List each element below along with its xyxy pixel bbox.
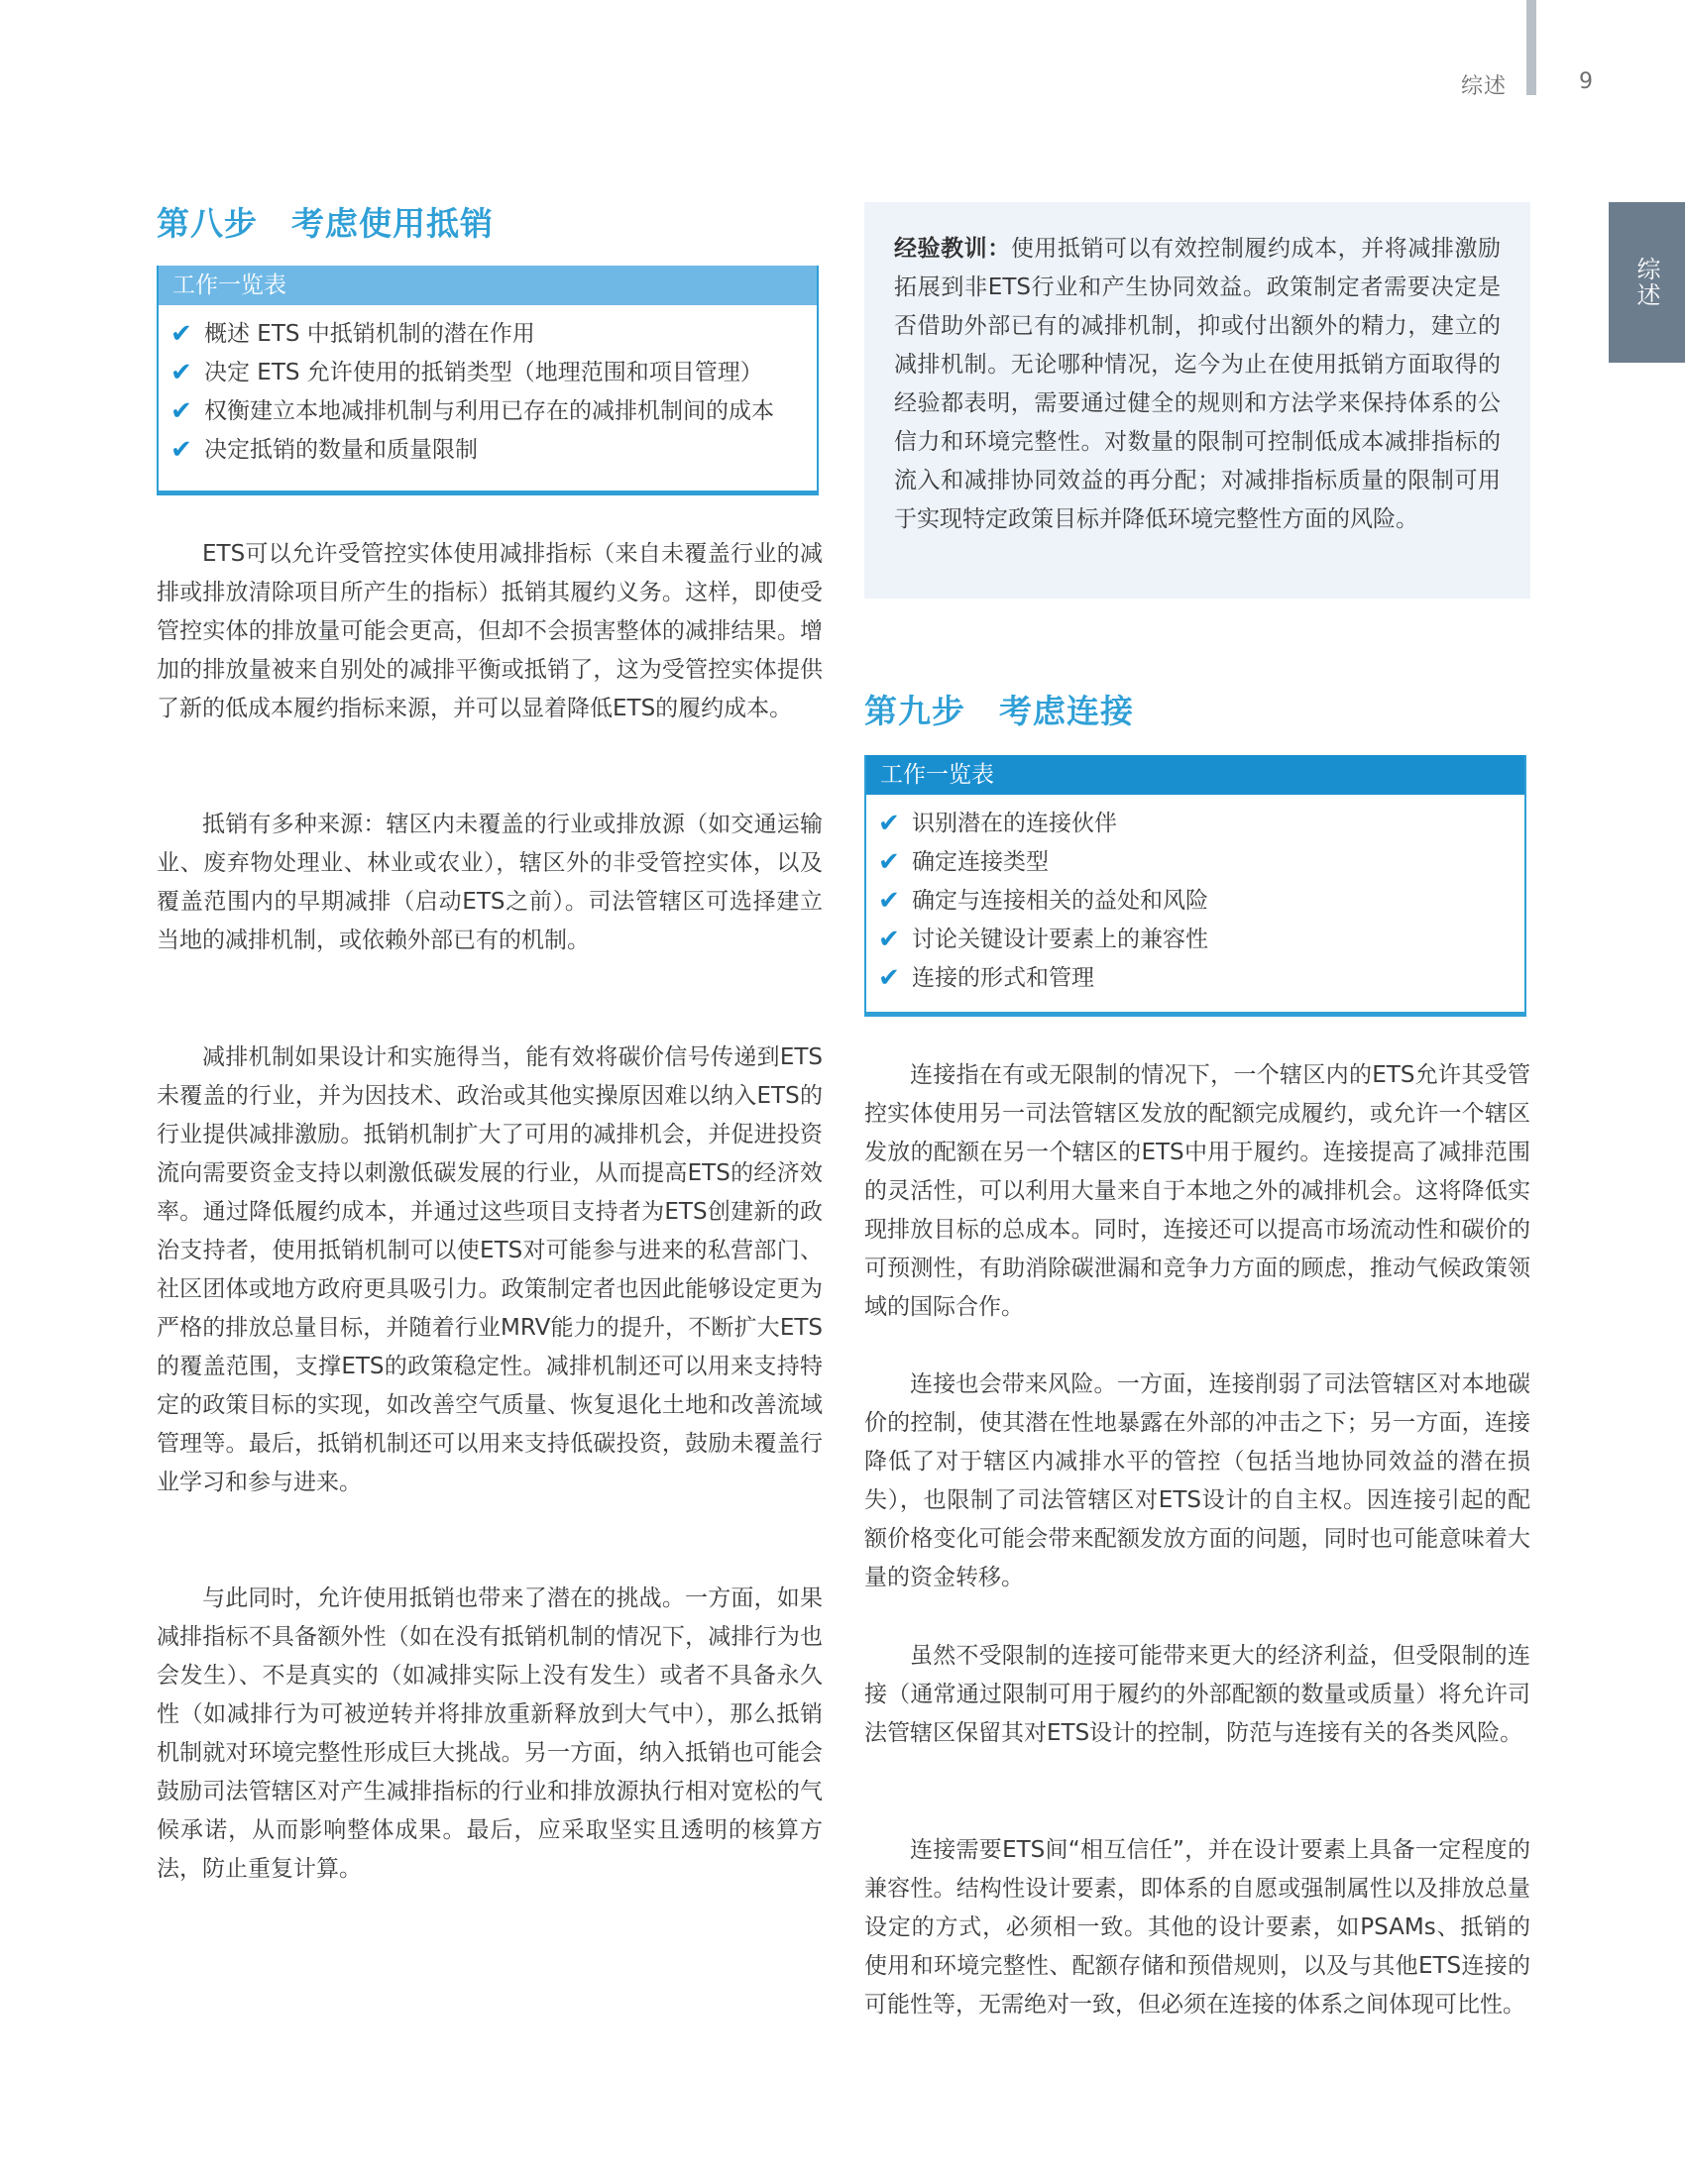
page-header bbox=[1388, 61, 1685, 101]
step9-checklist-title: 工作一览表 bbox=[866, 755, 1524, 795]
step8-checklist bbox=[157, 266, 819, 495]
step9-paragraph-3: 虽然不受限制的连接可能带来更大的经济利益，但受限制的连接（通常通过限制可用于履约的外部配额的数量或质量）将允许司法管辖区保留其对ETS设计的控制，防范与连接有关的各类风险。 bbox=[864, 1643, 1530, 1746]
checklist-item: ✔ 权衡建立本地减排机制与利用已存在的减排机制间的成本 bbox=[170, 392, 805, 431]
step9-paragraph-2: 连接也会带来风险。一方面，连接削弱了司法管辖区对本地碳价的控制，使其潜在性地暴露在外部的冲击之下；另一方面，连接降低了对于辖区内减排水平的管控（包括当地协同效益的潜在损失），也限制了司法管辖区对ETS设计的自主权。因连接引起的配额价格变化可能会带来配额发放方面的问题，同时也可能意味着大量的资金转移。 bbox=[864, 1371, 1530, 1590]
lessons-label: 经验教训： bbox=[894, 236, 1011, 262]
checklist-item: ✔ 决定抵销的数量和质量限制 bbox=[170, 431, 805, 470]
step9-checklist bbox=[864, 755, 1526, 1017]
checklist-item: ✔ 确定与连接相关的益处和风险 bbox=[878, 882, 1513, 921]
checklist-item: ✔ 概述 ETS 中抵销机制的潜在作用 bbox=[170, 315, 805, 354]
check-icon: ✔ bbox=[878, 847, 900, 877]
step8-paragraph-1: ETS可以允许受管控实体使用减排指标（来自未覆盖行业的减排或排放清除项目所产生的指标）抵销其履约义务。这样，即使受管控实体的排放量可能会更高，但却不会损害整体的减排结果。增加的排放量被来自别处的减排平衡或抵销了，这为受管控实体提供了新的低成本履约指标来源，并可以显着降低ETS的履约成本。 bbox=[157, 541, 823, 721]
side-tab-label: 综述 bbox=[1632, 257, 1660, 308]
check-icon: ✔ bbox=[878, 886, 900, 916]
page-number: 9 bbox=[1579, 69, 1593, 94]
step8-paragraph-4: 与此同时，允许使用抵销也带来了潜在的挑战。一方面，如果减排指标不具备额外性（如在没有抵销机制的情况下，减排行为也会发生）、不是真实的（如减排实际上没有发生）或者不具备永久性（如减排行为可被逆转并将排放重新释放到大气中），那么抵销机制就对环境完整性形成巨大挑战。另一方面，纳入抵销也可能会鼓励司法管辖区对产生减排指标的行业和排放源执行相对宽松的气候承诺，从而影响整体成果。最后，应采取坚实且透明的核算方法，防止重复计算。 bbox=[157, 1585, 823, 1882]
step8-paragraph-3: 减排机制如果设计和实施得当，能有效将碳价信号传递到ETS未覆盖的行业，并为因技术、政治或其他实操原因难以纳入ETS的行业提供减排激励。抵销机制扩大了可用的减排机会，并促进投资流向需要资金支持以刺激低碳发展的行业，从而提高ETS的经济效率。通过降低履约成本，并通过这些项目支持者为ETS创建新的政治支持者，使用抵销机制可以使ETS对可能参与进来的私营部门、社区团体或地方政府更具吸引力。政策制定者也因此能够设定更为严格的排放总量目标，并随着行业MRV能力的提升，不断扩大ETS的覆盖范围，支撑ETS的政策稳定性。减排机制还可以用来支持特定的政策目标的实现，如改善空气质量、恢复退化土地和改善流域管理等。最后，抵销机制还可以用来支持低碳投资，鼓励未覆盖行业学习和参与进来。 bbox=[157, 1044, 823, 1495]
check-icon: ✔ bbox=[170, 396, 192, 426]
check-icon: ✔ bbox=[878, 963, 900, 993]
header-section-title: 综述 bbox=[1460, 74, 1507, 99]
checklist-item: ✔ 决定 ETS 允许使用的抵销类型（地理范围和项目管理） bbox=[170, 354, 805, 392]
step8-checklist-title: 工作一览表 bbox=[159, 266, 817, 305]
step9-paragraph-4: 连接需要ETS间“相互信任”，并在设计要素上具备一定程度的兼容性。结构性设计要素，即体系的自愿或强制属性以及排放总量设定的方式，必须相一致。其他的设计要素，如PSAMs、抵销的使用和环境完整性、配额存储和预借规则，以及与其他ETS连接的可能性等，无需绝对一致，但必须在连接的体系之间体现可比性。 bbox=[864, 1837, 1530, 2018]
step8-paragraph-2: 抵销有多种来源：辖区内未覆盖的行业或排放源（如交通运输业、废弃物处理业、林业或农业），辖区外的非受管控实体，以及覆盖范围内的早期减排（启动ETS之前）。司法管辖区可选择建立当地的减排机制，或依赖外部已有的机制。 bbox=[157, 812, 823, 953]
header-divider bbox=[1526, 0, 1536, 95]
checklist-item: ✔ 确定连接类型 bbox=[878, 843, 1513, 882]
check-icon: ✔ bbox=[170, 358, 192, 387]
check-icon: ✔ bbox=[878, 925, 900, 954]
step8-checklist-items bbox=[159, 305, 817, 480]
check-icon: ✔ bbox=[170, 319, 192, 349]
lessons-body: 使用抵销可以有效控制履约成本，并将减排激励拓展到非ETS行业和产生协同效益。政策制定者需要决定是否借助外部已有的减排机制，抑或付出额外的精力，建立的减排机制。无论哪种情况，迄今为止在使用抵销方面取得的经验都表明，需要通过健全的规则和方法学来保持体系的公信力和环境完整性。对数量的限制可控制低成本减排指标的流入和减排协同效益的再分配；对减排指标质量的限制可用于实现特定政策目标并降低环境完整性方面的风险。 bbox=[894, 236, 1502, 532]
step9-paragraph-1: 连接指在有或无限制的情况下，一个辖区内的ETS允许其受管控实体使用另一司法管辖区发放的配额完成履约，或允许一个辖区发放的配额在另一个辖区的ETS中用于履约。连接提高了减排范围的灵活性，可以利用大量来自于本地之外的减排机会。这将降低实现排放目标的总成本。同时，连接还可以提高市场流动性和碳价的可预测性，有助消除碳泄漏和竞争力方面的顾虑，推动气候政策领域的国际合作。 bbox=[864, 1062, 1530, 1320]
check-icon: ✔ bbox=[878, 809, 900, 838]
lessons-learned-text bbox=[894, 230, 1501, 539]
lessons-learned-box bbox=[864, 202, 1530, 599]
checklist-item: ✔ 识别潜在的连接伙伴 bbox=[878, 805, 1513, 843]
check-icon: ✔ bbox=[170, 435, 192, 465]
step9-checklist-items bbox=[866, 795, 1524, 1008]
step8-title: 第八步 考虑使用抵销 bbox=[157, 204, 494, 243]
checklist-item: ✔ 讨论关键设计要素上的兼容性 bbox=[878, 921, 1513, 959]
side-section-tab bbox=[1609, 202, 1685, 363]
checklist-item: ✔ 连接的形式和管理 bbox=[878, 959, 1513, 998]
step9-title: 第九步 考虑连接 bbox=[864, 692, 1134, 730]
